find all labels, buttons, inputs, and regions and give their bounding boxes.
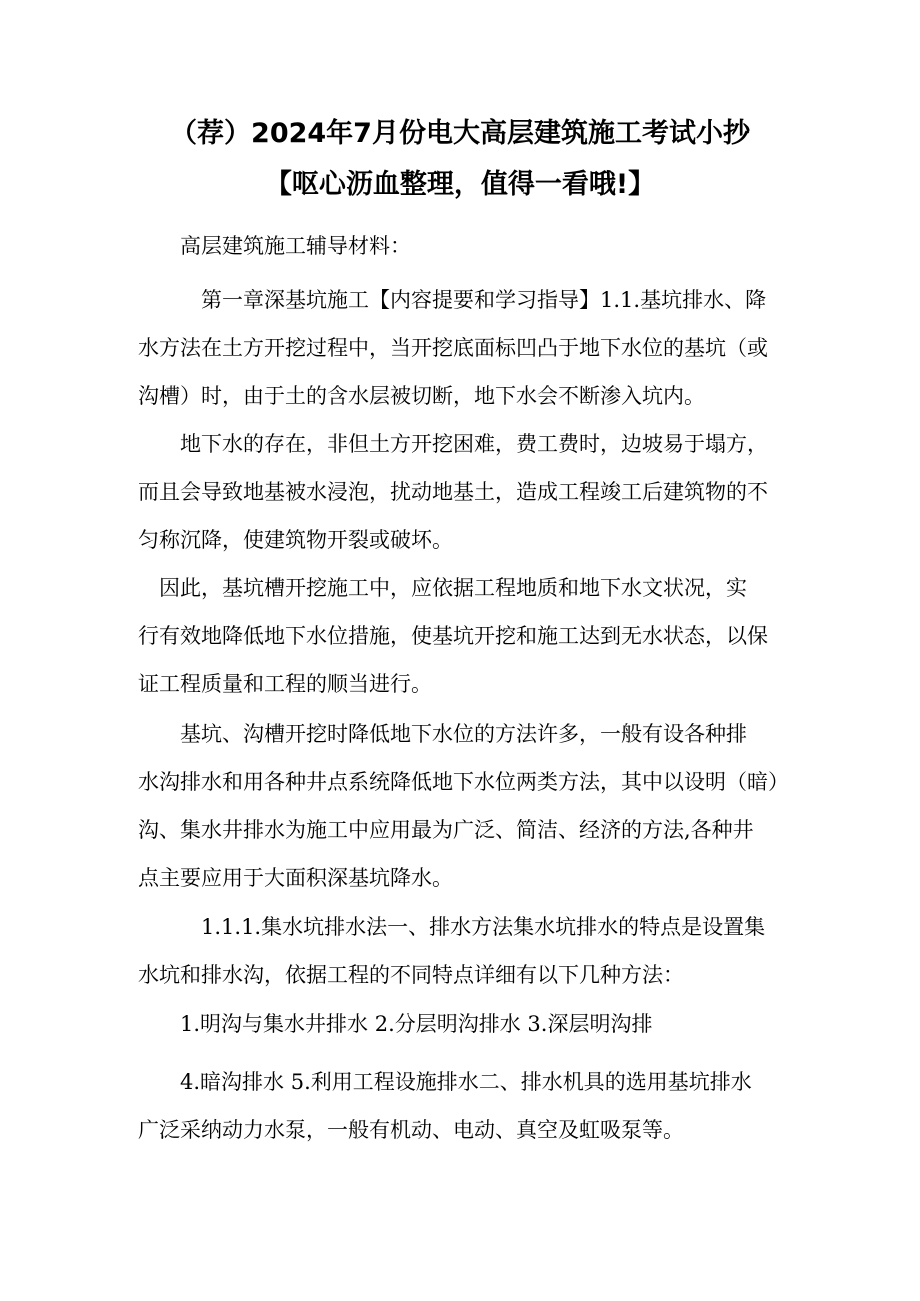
paragraph-intro: [138, 222, 798, 270]
paragraph-sump-drainage: [138, 903, 798, 999]
paragraph-therefore: [138, 564, 798, 708]
paragraph-line: 行有效地降低地下水位措施，使基坑开挖和施工达到无水状态，以保: [138, 624, 768, 648]
paragraph-line: 而且会导致地基被水浸泡，扰动地基土，造成工程竣工后建筑物的不: [138, 480, 768, 504]
paragraph-chapter-one: [138, 276, 798, 420]
paragraph-line: 水坑和排水沟，依据工程的不同特点详细有以下几种方法：: [138, 963, 684, 987]
paragraph-line: 第一章深基坑施工【内容提要和学习指导】1.1.基坑排水、降: [138, 288, 767, 312]
paragraph-line: 因此，基坑槽开挖施工中，应依据工程地质和地下水文状况，实: [138, 576, 747, 600]
paragraph-line: 点主要应用于大面积深基坑降水。: [138, 866, 453, 890]
paragraph-line: 广泛采纳动力水泵，一般有机动、电动、真空及虹吸泵等。: [138, 1118, 684, 1142]
paragraph-line: 4.暗沟排水 5.利用工程设施排水二、排水机具的选用基坑排水: [138, 1070, 752, 1094]
document-subtitle: 【呕心沥血整理，值得一看哦!】: [264, 169, 656, 200]
paragraph-method-list-1: [138, 1000, 798, 1048]
paragraph-line: 高层建筑施工辅导材料：: [138, 234, 411, 258]
document-title: （荐）2024年7月份电大高层建筑施工考试小抄: [170, 118, 750, 149]
paragraph-methods: [138, 710, 798, 902]
paragraph-groundwater: [138, 420, 798, 564]
paragraph-line: 地下水的存在，非但土方开挖困难，费工费时，边坡易于塌方，: [138, 432, 768, 456]
paragraph-line: 沟槽）时，由于土的含水层被切断，地下水会不断渗入坑内。: [138, 384, 705, 408]
paragraph-line: 水方法在土方开挖过程中，当开挖底面标凹凸于地下水位的基坑（或: [138, 336, 768, 360]
paragraph-line: 证工程质量和工程的顺当进行。: [138, 672, 432, 696]
paragraph-line: 1.1.1.集水坑排水法一、排水方法集水坑排水的特点是设置集: [138, 915, 766, 939]
paragraph-line: 水沟排水和用各种井点系统降低地下水位两类方法，其中以设明（暗）: [138, 770, 789, 794]
paragraph-line: 匀称沉降，使建筑物开裂或破坏。: [138, 528, 453, 552]
paragraph-line: 沟、集水井排水为施工中应用最为广泛、简洁、经济的方法,各种井: [138, 818, 754, 842]
paragraph-line: 基坑、沟槽开挖时降低地下水位的方法许多，一般有设各种排: [138, 722, 747, 746]
paragraph-method-list-2: [138, 1058, 798, 1154]
paragraph-line: 1.明沟与集水井排水 2.分层明沟排水 3.深层明沟排: [138, 1012, 653, 1036]
